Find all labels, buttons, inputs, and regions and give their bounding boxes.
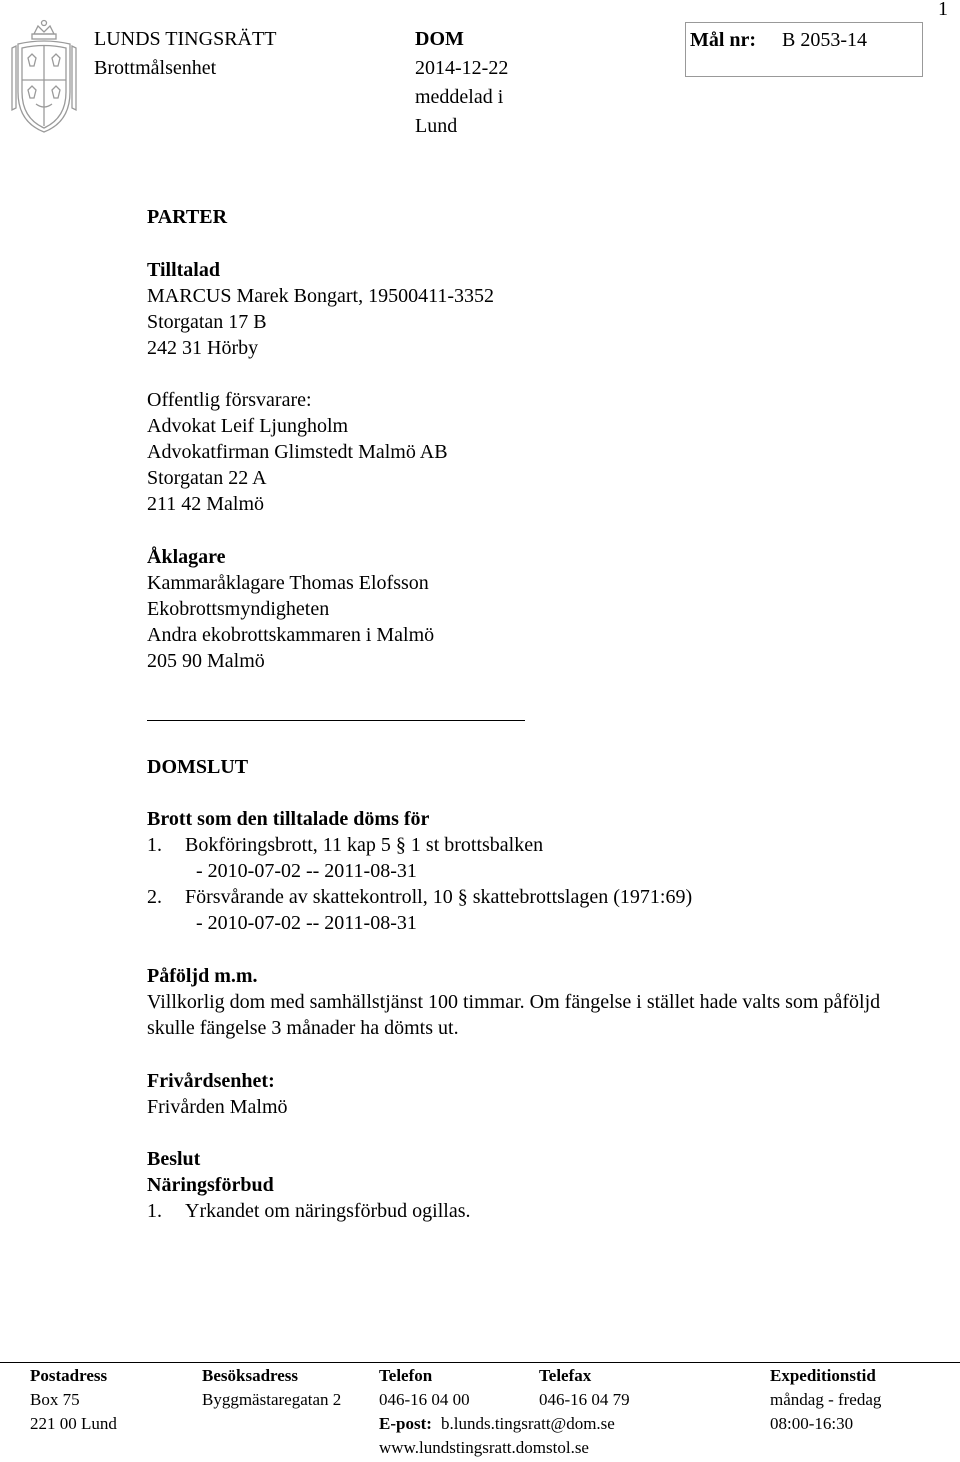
document-type: DOM — [415, 28, 464, 50]
prosecutor-agency: Ekobrottsmyndigheten — [147, 598, 330, 620]
footer-fax-value: 046-16 04 79 — [539, 1390, 630, 1409]
case-number-label: Mål nr: — [690, 29, 757, 51]
case-number-box — [685, 22, 923, 77]
defense-street: Storgatan 22 A — [147, 467, 267, 489]
footer-website: www.lundstingsratt.domstol.se — [379, 1438, 589, 1457]
defense-name: Advokat Leif Ljungholm — [147, 415, 349, 437]
section-divider — [147, 720, 525, 721]
crime-1-number: 1. — [147, 834, 162, 856]
defense-city: 211 42 Malmö — [147, 493, 265, 515]
page-number: 1 — [938, 0, 948, 20]
defendant-name: MARCUS Marek Bongart, 19500411-3352 — [147, 285, 495, 307]
sanction-line-1: Villkorlig dom med samhällstjänst 100 timmar. Om fängelse i stället hade valts som påföljd — [147, 991, 881, 1013]
probation-heading: Frivårdsenhet: — [147, 1070, 275, 1092]
prosecutor-unit: Andra ekobrottskammaren i Malmö — [147, 624, 435, 646]
defendant-street: Storgatan 17 B — [147, 311, 267, 333]
case-number-value: B 2053-14 — [782, 29, 867, 51]
footer-postal-heading: Postadress — [30, 1366, 108, 1385]
crime-1-period: - 2010-07-02 -- 2011-08-31 — [196, 860, 417, 882]
defendant-city: 242 31 Hörby — [147, 337, 259, 359]
defense-label: Offentlig försvarare: — [147, 389, 312, 411]
footer-divider — [0, 1362, 960, 1363]
footer-phone-value: 046-16 04 00 — [379, 1390, 470, 1409]
decision-heading: Beslut — [147, 1148, 201, 1170]
footer-hours-heading: Expeditionstid — [770, 1366, 876, 1385]
probation-value: Frivården Malmö — [147, 1096, 288, 1118]
court-unit: Brottmålsenhet — [94, 57, 217, 79]
crime-2-period: - 2010-07-02 -- 2011-08-31 — [196, 912, 417, 934]
prosecutor-name: Kammaråklagare Thomas Elofsson — [147, 572, 429, 594]
parties-heading: PARTER — [147, 206, 228, 228]
footer-postal-city: 221 00 Lund — [30, 1414, 117, 1433]
prosecutor-heading: Åklagare — [147, 546, 226, 568]
ban-item-text: Yrkandet om näringsförbud ogillas. — [185, 1200, 471, 1222]
crime-1-text: Bokföringsbrott, 11 kap 5 § 1 st brottsbalken — [185, 834, 544, 856]
footer-postal-box: Box 75 — [30, 1390, 80, 1409]
footer-visit-heading: Besöksadress — [202, 1366, 299, 1385]
footer-fax-heading: Telefax — [539, 1366, 592, 1385]
court-name: LUNDS TINGSRÄTT — [94, 28, 277, 50]
document-issued-label: meddelad i — [415, 86, 504, 108]
prosecutor-city: 205 90 Malmö — [147, 650, 265, 672]
footer-email-label: E-post: — [379, 1414, 432, 1433]
document-place: Lund — [415, 115, 458, 137]
sanction-heading: Påföljd m.m. — [147, 965, 258, 987]
footer-email-value: b.lunds.tingsratt@dom.se — [441, 1414, 615, 1433]
defense-firm: Advokatfirman Glimstedt Malmö AB — [147, 441, 448, 463]
crimes-heading: Brott som den tilltalade döms för — [147, 808, 430, 830]
verdict-heading: DOMSLUT — [147, 756, 249, 778]
footer-visit-street: Byggmästaregatan 2 — [202, 1390, 342, 1409]
crime-2-text: Försvårande av skattekontroll, 10 § skattebrottslagen (1971:69) — [185, 886, 693, 908]
footer-phone-heading: Telefon — [379, 1366, 433, 1385]
ban-item-number: 1. — [147, 1200, 162, 1222]
footer-hours-days: måndag - fredag — [770, 1390, 882, 1409]
defendant-heading: Tilltalad — [147, 259, 220, 281]
footer-hours-time: 08:00-16:30 — [770, 1414, 854, 1433]
coat-of-arms-icon — [8, 18, 80, 136]
document-date: 2014-12-22 — [415, 57, 509, 79]
crime-2-number: 2. — [147, 886, 162, 908]
sanction-line-2: skulle fängelse 3 månader ha dömts ut. — [147, 1017, 459, 1039]
ban-heading: Näringsförbud — [147, 1174, 274, 1196]
